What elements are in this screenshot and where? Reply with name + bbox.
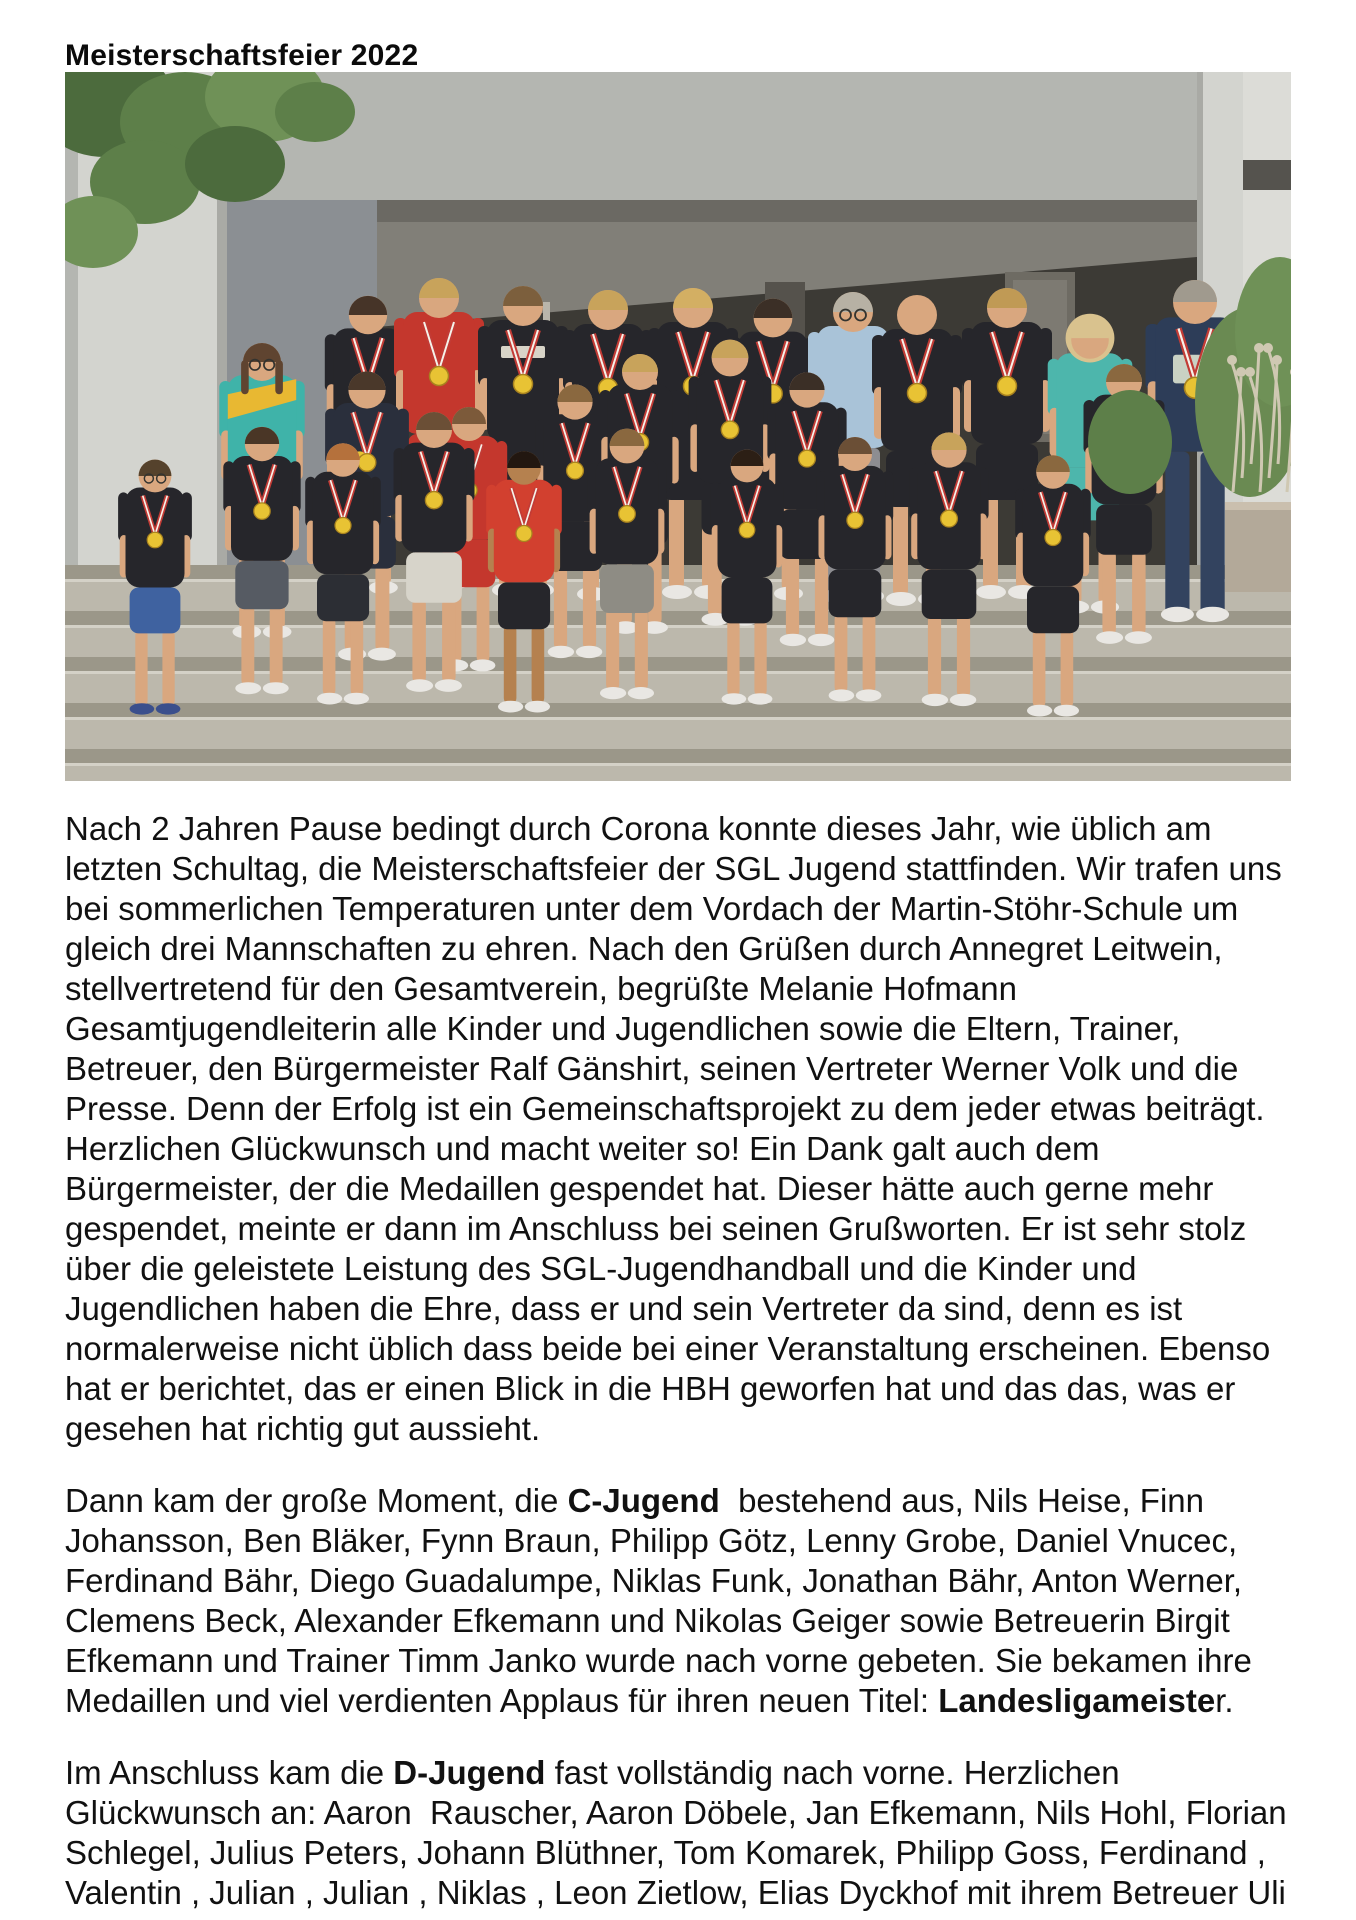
text-line — [65, 1833, 1293, 1873]
text-run: gesehen hat richtig gut aussieht. — [65, 1410, 541, 1447]
text-line — [65, 1249, 1293, 1289]
text-run: bestehend aus, Nils Heise, Finn — [719, 1482, 1204, 1519]
text-line — [65, 1289, 1293, 1329]
text-run: Efkemann und Trainer Timm Janko wurde nach vorne gebeten. Sie bekamen ihre — [65, 1642, 1252, 1679]
text-line — [65, 1329, 1293, 1369]
text-run: Nach 2 Jahren Pause bedingt durch Corona konnte dieses Jahr, wie üblich am — [65, 810, 1212, 847]
text-run: Jugendlichen haben die Ehre, dass er und sein Vertreter da sind, denn es ist — [65, 1290, 1183, 1327]
text-line — [65, 1009, 1293, 1049]
text-run: bei sommerlichen Temperaturen unter dem Vordach der Martin-Stöhr-Schule um — [65, 890, 1239, 927]
text-line — [65, 1561, 1293, 1601]
text-run: fast vollständig nach vorne. Herzlichen — [545, 1754, 1120, 1791]
text-line — [65, 1641, 1293, 1681]
text-line — [65, 1209, 1293, 1249]
text-run: gespendet, meinte er dann im Anschluss bei seinen Grußworten. Er ist sehr stolz — [65, 1210, 1247, 1247]
text-run: Im Anschluss kam die — [65, 1754, 394, 1791]
text-line — [65, 1129, 1293, 1169]
text-line — [65, 1369, 1293, 1409]
text-run: Presse. Denn der Erfolg ist ein Gemeinschaftsprojekt zu dem jeder etwas beiträgt. — [65, 1090, 1265, 1127]
text-line — [65, 809, 1293, 849]
text-run: normalerweise nicht üblich dass beide bei einer Veranstaltung erscheinen. Ebenso — [65, 1330, 1271, 1367]
text-line — [65, 1793, 1293, 1833]
page-title: Meisterschaftsfeier 2022 — [65, 39, 419, 72]
bold-text: D-Jugend — [393, 1754, 546, 1791]
bold-text: C-Jugend — [567, 1482, 720, 1519]
text-run: Herzlichen Glückwunsch und macht weiter so! Ein Dank galt auch dem — [65, 1130, 1100, 1167]
paragraph — [65, 1753, 1293, 1913]
text-run: Clemens Beck, Alexander Efkemann und Nikolas Geiger sowie Betreuerin Birgit — [65, 1602, 1230, 1639]
text-run: Betreuer, den Bürgermeister Ralf Gänshirt, seinen Vertreter Werner Volk und die — [65, 1050, 1239, 1087]
text-line — [65, 1049, 1293, 1089]
text-run: Ferdinand Bähr, Diego Guadalumpe, Niklas Funk, Jonathan Bähr, Anton Werner, — [65, 1562, 1243, 1599]
group-photo — [65, 72, 1291, 781]
text-run: r. — [1215, 1682, 1234, 1719]
text-run: über die geleistete Leistung des SGL-Jugendhandball und die Kinder und — [65, 1250, 1137, 1287]
text-line — [65, 1169, 1293, 1209]
text-run: letzten Schultag, die Meisterschaftsfeier der SGL Jugend stattfinden. Wir trafen uns — [65, 850, 1282, 887]
text-line — [65, 1681, 1293, 1721]
text-line — [65, 889, 1293, 929]
paragraphs — [65, 809, 1293, 1913]
paragraph — [65, 809, 1293, 1449]
text-run: stellvertretend für den Gesamtverein, begrüßte Melanie Hofmann — [65, 970, 1017, 1007]
group-photo-illustration — [65, 72, 1291, 781]
text-run: gleich drei Mannschaften zu ehren. Nach den Grüßen durch Annegret Leitwein, — [65, 930, 1223, 967]
text-line — [65, 1409, 1293, 1449]
text-run: hat er berichtet, das er einen Blick in die HBH geworfen hat und das das, was er — [65, 1370, 1236, 1407]
text-run: Medaillen und viel verdienten Applaus für ihren neuen Titel: — [65, 1682, 939, 1719]
text-run: Glückwunsch an: Aaron Rauscher, Aaron Döbele, Jan Efkemann, Nils Hohl, Florian — [65, 1794, 1287, 1831]
text-line — [65, 969, 1293, 1009]
text-run: Gesamtjugendleiterin alle Kinder und Jugendlichen sowie die Eltern, Trainer, — [65, 1010, 1181, 1047]
text-run: Johansson, Ben Bläker, Fynn Braun, Philipp Götz, Lenny Grobe, Daniel Vnucec, — [65, 1522, 1238, 1559]
text-line — [65, 929, 1293, 969]
text-line — [65, 1481, 1293, 1521]
text-line — [65, 1521, 1293, 1561]
text-line — [65, 1601, 1293, 1641]
paragraph — [65, 1481, 1293, 1721]
text-run: Valentin , Julian , Julian , Niklas , Leon Zietlow, Elias Dyckhof mit ihrem Betreuer Uli — [65, 1874, 1286, 1911]
text-run: Bürgermeister, der die Medaillen gespendet hat. Dieser hätte auch gerne mehr — [65, 1170, 1214, 1207]
text-run: Dann kam der große Moment, die — [65, 1482, 568, 1519]
text-run: Schlegel, Julius Peters, Johann Blüthner, Tom Komarek, Philipp Goss, Ferdinand , — [65, 1834, 1266, 1871]
text-line — [65, 1753, 1293, 1793]
document-content — [65, 0, 1293, 1913]
text-line — [65, 1873, 1293, 1913]
text-line — [65, 849, 1293, 889]
text-line — [65, 1089, 1293, 1129]
bold-text: Landesligameiste — [938, 1682, 1216, 1719]
